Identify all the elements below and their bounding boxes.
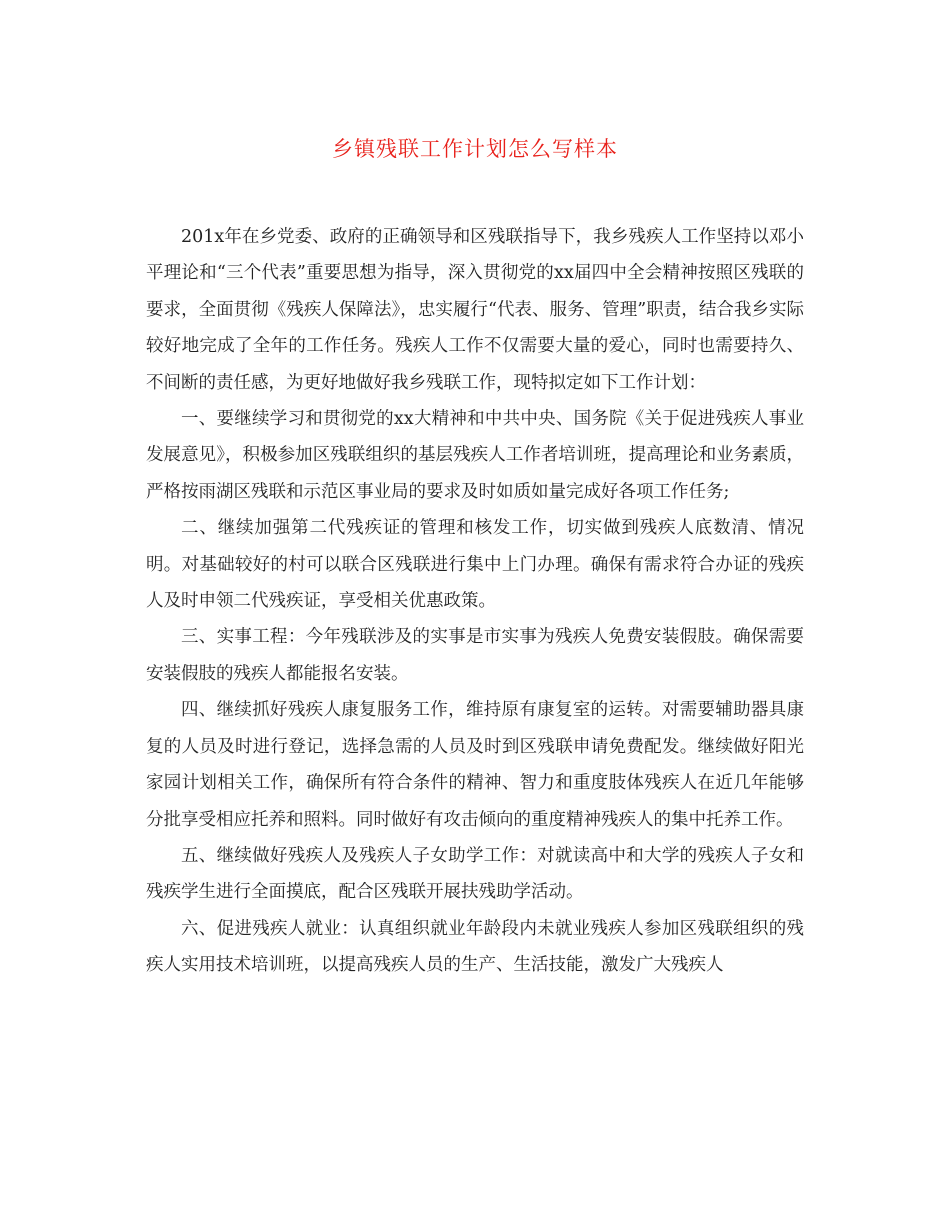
paragraph-item-5: 五、继续做好残疾人及残疾人子女助学工作：对就读高中和大学的残疾人子女和残疾学生进行全面摸底，配合区残联开展扶残助学活动。 — [146, 845, 804, 903]
document-body — [146, 219, 804, 984]
paragraph-item-1: 一、要继续学习和贯彻党的xx大精神和中共中央、国务院《关于促进残疾人事业发展意见》，积极参加区残联组织的基层残疾人工作者培训班，提高理论和业务素质，严格按雨湖区残联和示范区事业局的要求及时如质如量完成好各项工作任务; — [146, 409, 804, 502]
paragraph-item-3: 三、实事工程：今年残联涉及的实事是市实事为残疾人免费安装假肢。确保需要安装假肢的残疾人都能报名安装。 — [146, 627, 804, 684]
paragraph-intro: 201x年在乡党委、政府的正确领导和区残联指导下，我乡残疾人工作坚持以邓小平理论和“三个代表”重要思想为指导，深入贯彻党的xx届四中全会精神按照区残联的要求，全面贯彻《残疾人保障法》，忠实履行“代表、服务、管理”职责，结合我乡实际较好地完成了全年的工作任务。残疾人工作不仅需要大量的爱心，同时也需要持久、不间断的责任感，为更好地做好我乡残联工作，现特拟定如下工作计划： — [146, 227, 804, 393]
paragraph-item-2: 二、继续加强第二代残疾证的管理和核发工作，切实做到残疾人底数清、情况明。对基础较好的村可以联合区残联进行集中上门办理。确保有需求符合办证的残疾人及时申领二代残疾证，享受相关优惠政策。 — [146, 518, 804, 612]
paragraph-item-4: 四、继续抓好残疾人康复服务工作，维持原有康复室的运转。对需要辅助器具康复的人员及时进行登记，选择急需的人员及时到区残联申请免费配发。继续做好阳光家园计划相关工作，确保所有符合条件的精神、智力和重度肢体残疾人在近几年能够分批享受相应托养和照料。同时做好有攻击倾向的重度精神残疾人的集中托养工作。 — [146, 700, 804, 830]
document-title: 乡镇残联工作计划怎么写样本 — [332, 137, 618, 161]
paragraph-item-6: 六、促进残疾人就业：认真组织就业年龄段内未就业残疾人参加区残联组织的残疾人实用技术培训班，以提高残疾人员的生产、生活技能，激发广大残疾人 — [146, 918, 804, 976]
